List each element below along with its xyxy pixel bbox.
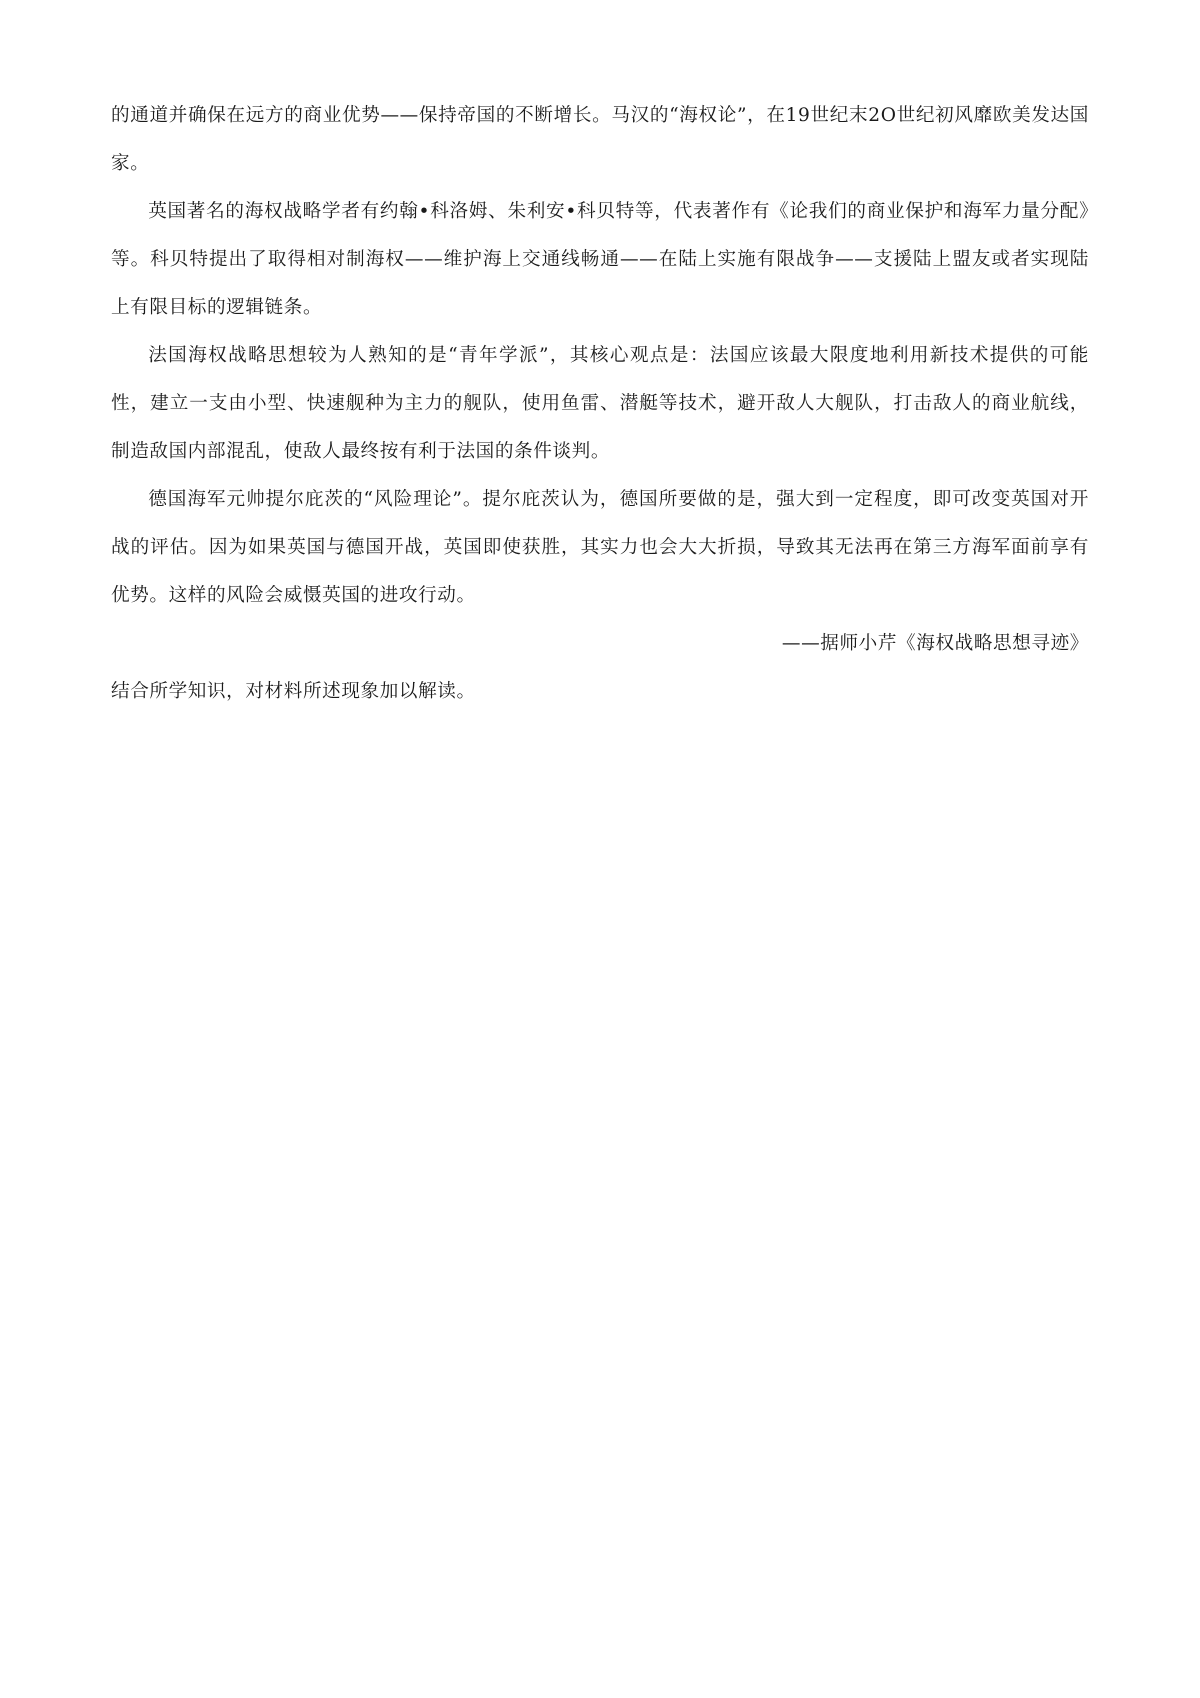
document-body (111, 92, 1089, 716)
question-prompt: 结合所学知识，对材料所述现象加以解读。 (111, 681, 476, 702)
citation-source: ——据师小芹《海权战略思想寻迹》 (781, 633, 1089, 654)
paragraph-british-sea-power: 英国著名的海权战略学者有约翰•科洛姆、朱利安•科贝特等，代表著作有《论我们的商业保护和海军力量分配》等。科贝特提出了取得相对制海权——维护海上交通线畅通——在陆上实施有限战争——支援陆上盟友或者实现陆上有限目标的逻辑链条。 (111, 201, 1089, 318)
paragraph-french-young-school: 法国海权战略思想较为人熟知的是“青年学派”，其核心观点是：法国应该最大限度地利用新技术提供的可能性，建立一支由小型、快速舰种为主力的舰队，使用鱼雷、潜艇等技术，避开敌人大舰队，打击敌人的商业航线，制造敌国内部混乱，使敌人最终按有利于法国的条件谈判。 (111, 345, 1089, 462)
paragraph-continuation-mahan: 的通道并确保在远方的商业优势——保持帝国的不断增长。马汉的“海权论”，在19世纪末2O世纪初风靡欧美发达国家。 (111, 105, 1089, 174)
paragraph-german-risk-theory: 德国海军元帅提尔庇茨的“风险理论”。提尔庇茨认为，德国所要做的是，强大到一定程度，即可改变英国对开战的评估。因为如果英国与德国开战，英国即使获胜，其实力也会大大折损，导致其无法再在第三方海军面前享有优势。这样的风险会威慑英国的进攻行动。 (111, 489, 1089, 606)
